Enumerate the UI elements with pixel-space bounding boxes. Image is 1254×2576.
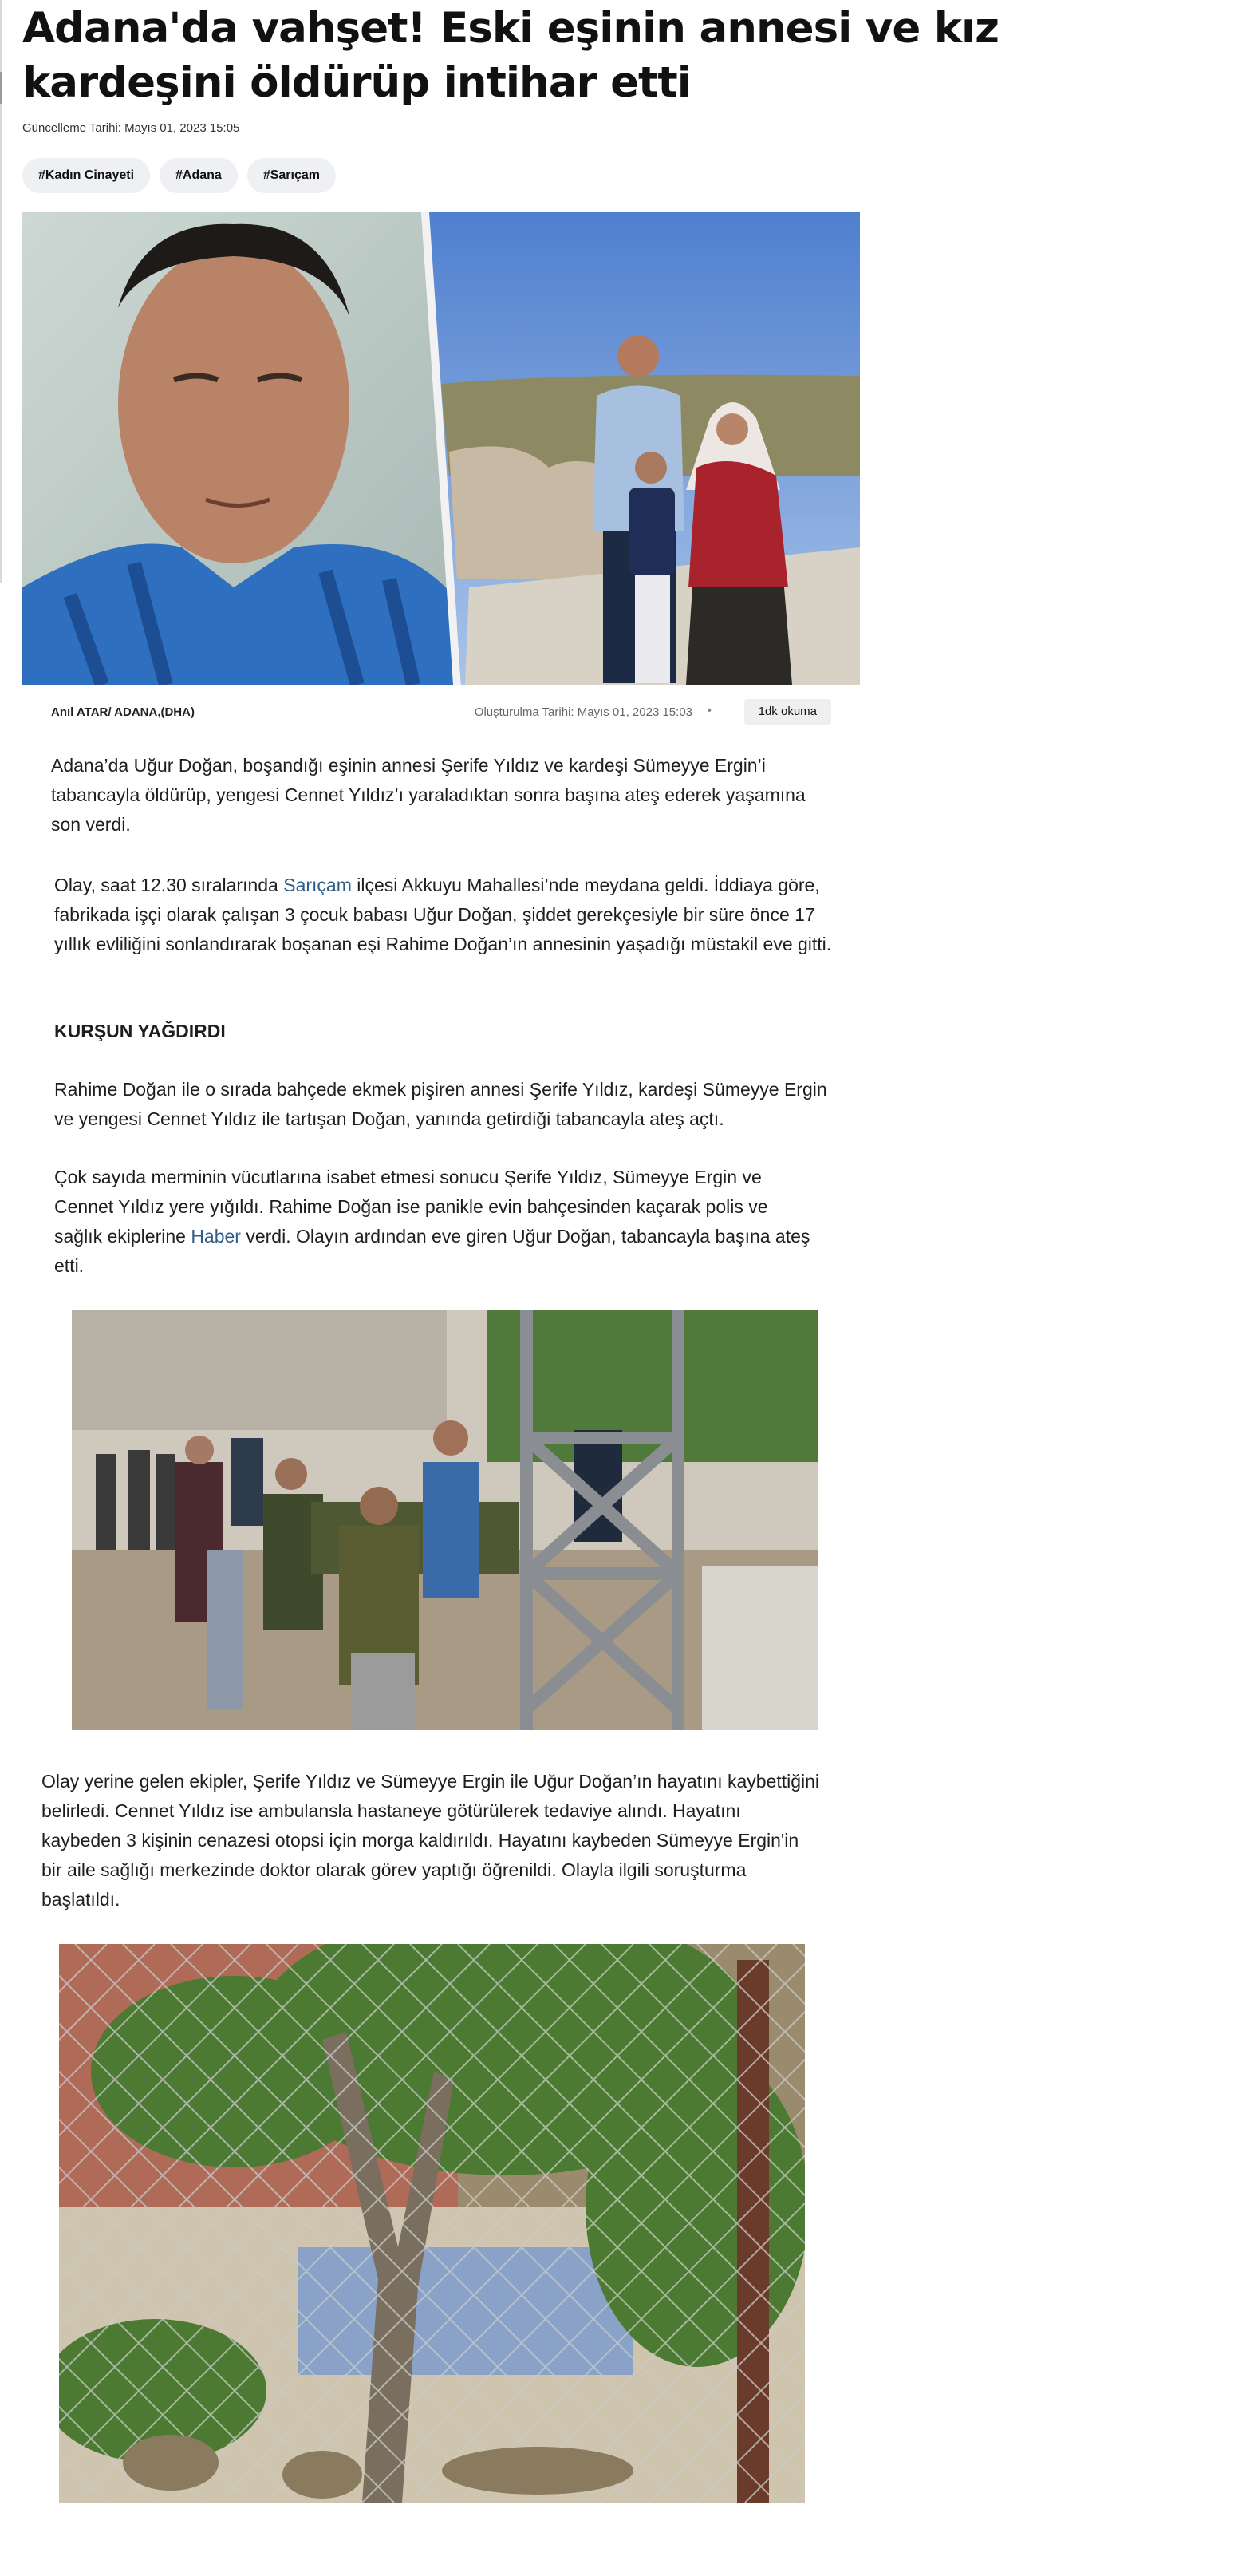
- article-title: Adana'da vahşet! Eski eşinin annesi ve kız kardeşini öldürüp intihar etti: [22, 4, 999, 107]
- concrete-wall: [72, 1310, 447, 1430]
- p1-text-before: Olay, saat 12.30 sıralarında: [54, 875, 284, 895]
- read-time-badge: 1dk okuma: [744, 699, 831, 725]
- meta-separator: •: [707, 704, 712, 717]
- man-head: [617, 335, 659, 377]
- garden-scene-photo: [59, 1944, 805, 2503]
- tag-list: [22, 158, 336, 193]
- child-vest: [629, 488, 675, 575]
- created-date: Oluşturulma Tarihi: Mayıs 01, 2023 15:03: [474, 705, 692, 719]
- tag-kadin-cinayeti[interactable]: #Kadın Cinayeti: [22, 158, 150, 193]
- p1-text-after: ilçesi Akkuyu Mahallesi’nde meydana geldi. İddiaya göre, fabrikada işçi olarak çalışan 3 çocuk babası Uğur Doğan, şiddet gerekçesiyle bir süre önce 17 yıllık evliliğini sonlandırarak boşanan eşi Rahime Doğan’ın annesinin yaşadığı müstakil eve gitti.: [54, 875, 832, 954]
- p3-text-before: Çok sayıda merminin vücutlarına isabet etmesi sonucu Şerife Yıldız, Sümeyye Ergin ve Cennet Yıldız yere yığıldı. Rahime Doğan ise panikle evin bahçesinden kaçarak polis ve sağlık ekiplerine: [54, 1167, 768, 1247]
- crime-scene-photo: [72, 1310, 818, 1730]
- left-edge-handle: [0, 72, 2, 104]
- woman-jacket: [688, 461, 788, 587]
- lead-paragraph: Adana’da Uğur Doğan, boşandığı eşinin annesi Şerife Yıldız ve kardeşi Sümeyye Ergin’i tabancayla öldürüp, yengesi Cennet Yıldız’ı yaraladıktan sonra başına ateş ederek yaşamına son verdi.: [51, 755, 806, 835]
- paragraph-3: [54, 1163, 820, 1281]
- tag-saricam[interactable]: #Sarıçam: [247, 158, 336, 193]
- paragraph-1: [54, 871, 836, 959]
- haber-link[interactable]: Haber: [191, 1226, 241, 1247]
- section-heading: KURŞUN YAĞDIRDI: [54, 1021, 226, 1041]
- saricam-link[interactable]: Sarıçam: [283, 875, 352, 895]
- portrait-face: [118, 244, 349, 563]
- paragraph-2: Rahime Doğan ile o sırada bahçede ekmek pişiren annesi Şerife Yıldız, kardeşi Sümeyye Ergin ve yengesi Cennet Yıldız ile tartışan Doğan, yanında getirdiği tabancayla ateş açtı.: [54, 1079, 827, 1129]
- paragraph-4: Olay yerine gelen ekipler, Şerife Yıldız ve Sümeyye Ergin ile Uğur Doğan’ın hayatını kaybettiğini belirledi. Cennet Yıldız ise ambulansla hastaneye götürülerek tedaviye alındı. Hayatını kaybeden 3 kişinin cenazesi otopsi için morga kaldırıldı. Hayatını kaybeden Sümeyye Ergin'in bir aile sağlığı merkezinde doktor olarak görev yaptığı öğrenildi. Olayla ilgili soruşturma başlatıldı.: [41, 1771, 820, 1910]
- update-date: Güncelleme Tarihi: Mayıs 01, 2023 15:05: [22, 121, 240, 135]
- article-meta: [51, 699, 833, 726]
- child-head: [635, 452, 667, 484]
- tag-adana[interactable]: #Adana: [160, 158, 238, 193]
- hero-photo-collage: [22, 212, 860, 685]
- author-byline: Anıl ATAR/ ADANA,(DHA): [51, 705, 195, 719]
- p3-text-after: verdi. Olayın ardından eve giren Uğur Doğan, tabancayla başına ateş etti.: [54, 1226, 810, 1276]
